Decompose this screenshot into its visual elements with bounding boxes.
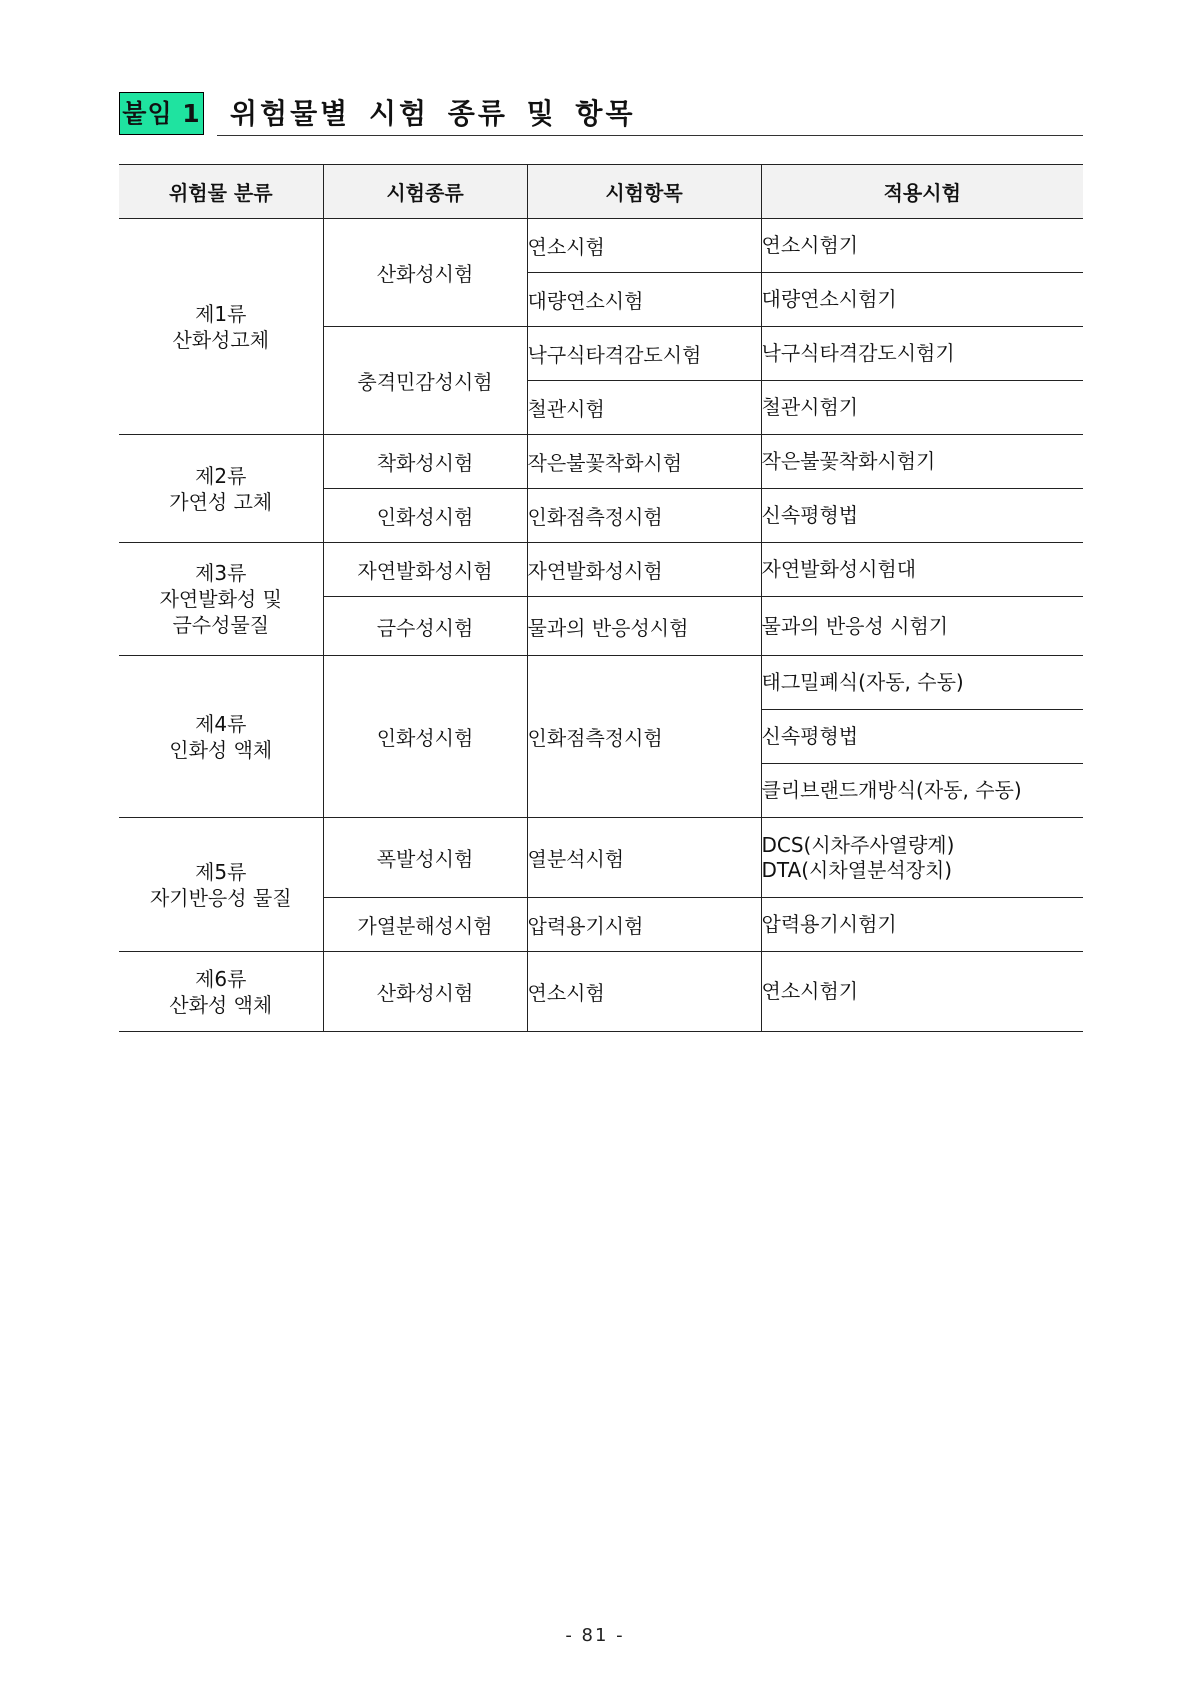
table-row <box>119 952 1083 1032</box>
test-item-cell: 대량연소시험 <box>527 273 761 327</box>
test-type-cell: 산화성시험 <box>323 219 527 327</box>
title-underline <box>217 135 1083 136</box>
category-cell <box>119 952 323 1032</box>
applied-test-cell: 클리브랜드개방식(자동, 수동) <box>761 764 1083 818</box>
applied-test-cell: 압력용기시험기 <box>761 898 1083 952</box>
applied-test-cell: 연소시험기 <box>761 952 1083 1032</box>
table-header-row <box>119 165 1083 219</box>
test-type-cell: 산화성시험 <box>323 952 527 1032</box>
category-name: 산화성 액체 <box>169 992 273 1017</box>
category-name: 가연성 고체 <box>169 489 273 514</box>
applied-test-cell: 작은불꽃착화시험기 <box>761 435 1083 489</box>
test-item-cell: 압력용기시험 <box>527 898 761 952</box>
category-number: 제5류 <box>195 859 247 884</box>
header-category: 위험물 분류 <box>119 165 323 219</box>
applied-test-line: DCS(시차주사열량계) <box>761 832 955 857</box>
category-cell <box>119 543 323 656</box>
applied-test-cell: 대량연소시험기 <box>761 273 1083 327</box>
category-cell <box>119 818 323 952</box>
applied-test-cell <box>761 818 1083 898</box>
table-row <box>119 818 1083 898</box>
category-number: 제4류 <box>195 711 247 736</box>
applied-test-cell: 태그밀폐식(자동, 수동) <box>761 656 1083 710</box>
applied-test-cell: 신속평형법 <box>761 489 1083 543</box>
test-type-cell: 폭발성시험 <box>323 818 527 898</box>
hazard-test-table <box>119 164 1083 1032</box>
category-name: 자기반응성 물질 <box>149 885 292 910</box>
test-item-cell: 인화점측정시험 <box>527 489 761 543</box>
category-number: 제1류 <box>195 301 247 326</box>
table-row <box>119 435 1083 489</box>
category-name: 자연발화성 및 <box>159 587 282 611</box>
page-number: - 81 - <box>565 1625 625 1646</box>
test-type-cell: 금수성시험 <box>323 597 527 656</box>
category-number: 제3류 <box>195 561 247 585</box>
category-number: 제2류 <box>195 463 247 488</box>
test-item-cell: 낙구식타격감도시험 <box>527 327 761 381</box>
test-item-cell: 철관시험 <box>527 381 761 435</box>
applied-test-cell: 연소시험기 <box>761 219 1083 273</box>
applied-test-cell: 신속평형법 <box>761 710 1083 764</box>
header-test-type: 시험종류 <box>323 165 527 219</box>
applied-test-line: DTA(시차열분석장치) <box>761 857 953 882</box>
applied-test-cell: 철관시험기 <box>761 381 1083 435</box>
category-name: 인화성 액체 <box>169 737 273 762</box>
test-type-cell: 충격민감성시험 <box>323 327 527 435</box>
category-cell <box>119 219 323 435</box>
test-item-cell: 작은불꽃착화시험 <box>527 435 761 489</box>
test-item-cell: 자연발화성시험 <box>527 543 761 597</box>
table-row <box>119 219 1083 273</box>
category-cell <box>119 656 323 818</box>
section-heading <box>119 92 1083 136</box>
table-row <box>119 543 1083 597</box>
applied-test-cell: 자연발화성시험대 <box>761 543 1083 597</box>
test-item-cell: 인화점측정시험 <box>527 656 761 818</box>
category-name: 금수성물질 <box>172 613 270 637</box>
category-name: 산화성고체 <box>172 327 270 352</box>
category-number: 제6류 <box>195 966 247 991</box>
header-applied-test: 적용시험 <box>761 165 1083 219</box>
test-type-cell: 가열분해성시험 <box>323 898 527 952</box>
test-item-cell: 열분석시험 <box>527 818 761 898</box>
test-type-cell: 인화성시험 <box>323 489 527 543</box>
test-type-cell: 자연발화성시험 <box>323 543 527 597</box>
test-item-cell: 연소시험 <box>527 219 761 273</box>
test-item-cell: 연소시험 <box>527 952 761 1032</box>
page-title: 위험물별 시험 종류 및 항목 <box>230 97 636 130</box>
applied-test-cell: 물과의 반응성 시험기 <box>761 597 1083 656</box>
test-item-cell: 물과의 반응성시험 <box>527 597 761 656</box>
applied-test-cell: 낙구식타격감도시험기 <box>761 327 1083 381</box>
category-cell <box>119 435 323 543</box>
test-type-cell: 착화성시험 <box>323 435 527 489</box>
table-row <box>119 656 1083 710</box>
header-test-item: 시험항목 <box>527 165 761 219</box>
attachment-tag: 붙임 1 <box>119 92 204 135</box>
test-type-cell: 인화성시험 <box>323 656 527 818</box>
